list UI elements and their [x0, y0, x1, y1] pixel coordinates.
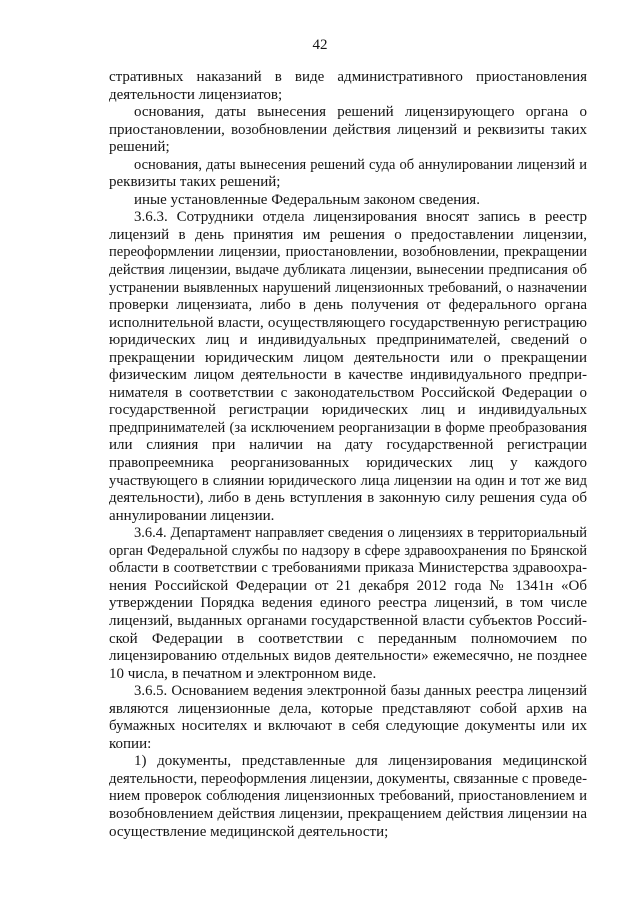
text-line: 3.6.5. Основанием ведения электронной базы данных реестра лицензий	[134, 683, 587, 700]
text-line: реквизиты таких решений;	[109, 174, 281, 191]
text-line: проверки лицензиата, либо в день получения от федерального органа	[109, 297, 587, 314]
text-line: лицензий, выданных органами государственной власти субъектов Россий-	[109, 612, 587, 629]
text-line: государственной регистрации юридических лиц и индивидуальных	[109, 402, 587, 419]
text-line: нием проверок соблюдения лицензионных требований, приостановлением и	[109, 788, 587, 805]
text-line: правопреемника реорганизованных юридических лиц у каждого	[109, 455, 587, 472]
text-line: переоформлении лицензии, приостановлении, возобновлении, прекращении	[109, 244, 587, 261]
text-line: устранении выявленных нарушений лицензионных требований, о назначении	[109, 279, 587, 296]
text-line: 1) документы, представленные для лицензирования медицинской	[134, 753, 587, 770]
text-line: предпринимателей (за исключением реорганизации в форме преобразования	[109, 419, 587, 436]
text-line: участвующего в слиянии юридического лица лицензии на один и тот же вид	[109, 472, 587, 489]
text-line: 10 числа, в печатном и электронном виде.	[109, 665, 377, 682]
text-line: деятельности), либо в день вступления в законную силу решения суда об	[109, 490, 587, 507]
text-line: приостановлении, возобновлении действия лицензий и реквизиты таких	[109, 121, 587, 138]
text-line: решений;	[109, 139, 170, 156]
text-line: нения Российской Федерации от 21 декабря 2012 года № 1341н «Об	[109, 577, 587, 594]
text-line: аннулировании лицензии.	[109, 507, 275, 524]
text-line: основания, даты вынесения решений лицензирующего органа о	[134, 104, 587, 121]
text-line: деятельности лицензиатов;	[109, 86, 283, 103]
text-line: 3.6.3. Сотрудники отдела лицензирования вносят запись в реестр	[134, 209, 587, 226]
text-line: возобновлением действия лицензии, прекращением действия лицензии на	[109, 805, 587, 822]
text-line: осуществление медицинской деятельности;	[109, 823, 389, 840]
text-line: прекращении юридическим лицом деятельности или о прекращении	[109, 349, 587, 366]
text-line: лицензированию отдельных видов деятельности» ежемесячно, не позднее	[109, 648, 587, 665]
text-line: основания, даты вынесения решений суда об аннулировании лицензий и	[134, 156, 587, 173]
text-line: действия лицензии, выдаче дубликата лицензии, вынесении предписания об	[109, 262, 587, 279]
text-line: физическим лицом деятельности в качестве индивидуального предпри-	[109, 367, 587, 384]
text-line: орган Федеральной службы по надзору в сфере здравоохранения по Брянской	[109, 542, 587, 559]
text-line: или слияния при наличии на дату государственной регистрации	[109, 437, 587, 454]
text-line: лицензий в день принятия им решения о предоставлении лицензии,	[109, 226, 587, 243]
text-line: являются лицензионные дела, которые представляют собой архив на	[109, 700, 587, 717]
text-line: ской Федерации в соответствии с переданным полномочием по	[109, 630, 587, 647]
text-line: копии:	[109, 735, 152, 752]
text-line: бумажных носителях и включают в себя следующие документы или их	[109, 718, 587, 735]
text-line: утверждении Порядка ведения единого реестра лицензий, в том числе	[109, 595, 587, 612]
text-line: юридических лиц и индивидуальных предпринимателей, сведений о	[109, 332, 587, 349]
text-line: деятельности, переоформления лицензии, документы, связанные с проведе-	[109, 770, 587, 787]
text-line: стративных наказаний в виде административного приостановления	[109, 69, 587, 85]
text-line: области в соответствии с требованиями приказа Министерства здравоохра-	[109, 560, 587, 577]
page-number: 42	[312, 37, 328, 53]
document-body	[109, 69, 587, 841]
text-line: иные установленные Федеральным законом сведения.	[134, 191, 480, 208]
text-line: нимателя в соответствии с законодательством Российской Федерации о	[109, 384, 587, 401]
text-line: исполнительной власти, осуществляющего государственную регистрацию	[109, 314, 587, 331]
text-line: 3.6.4. Департамент направляет сведения о лицензиях в территориальный	[134, 525, 587, 542]
